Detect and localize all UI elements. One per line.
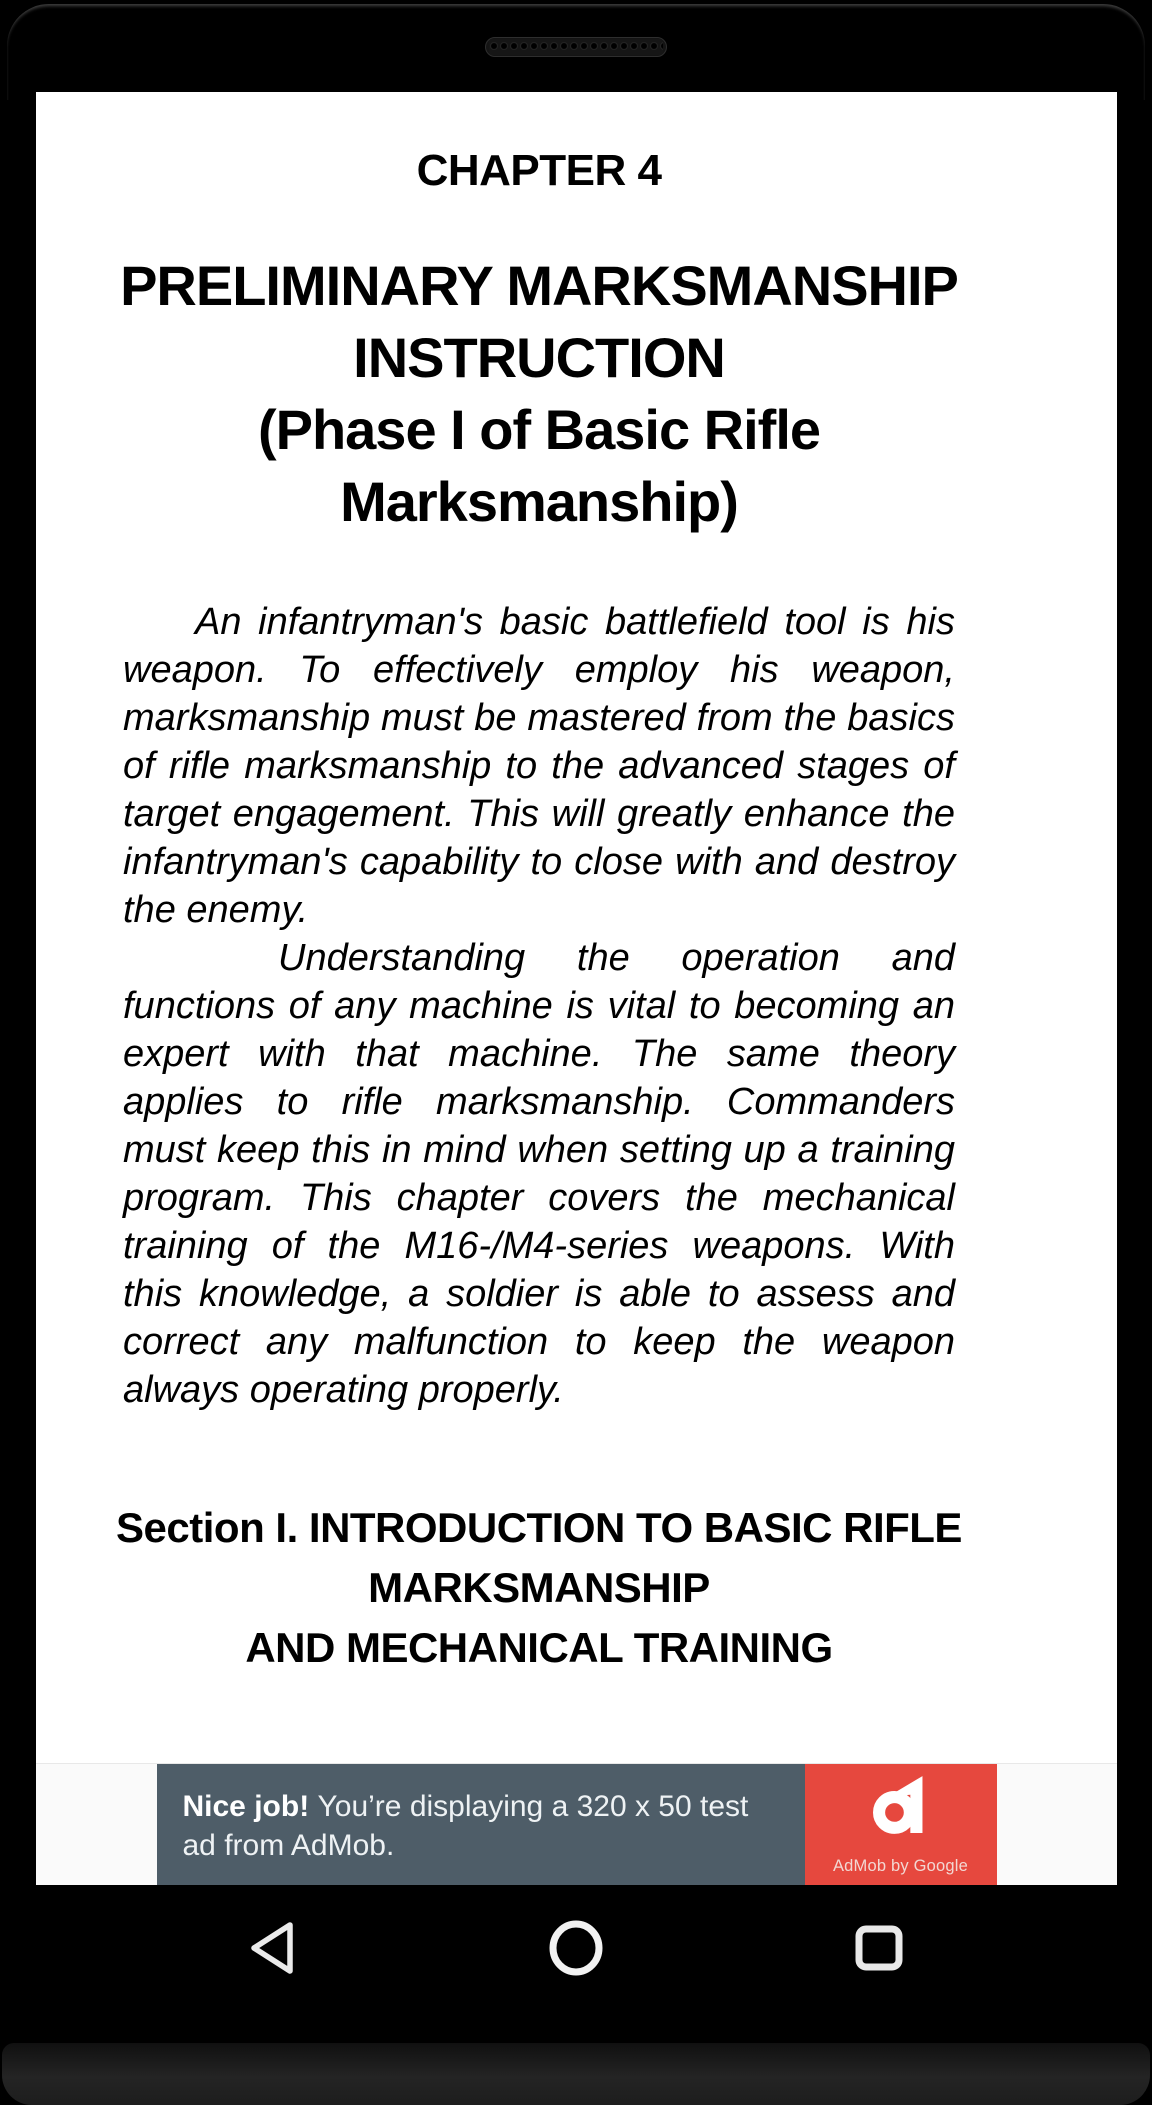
section-heading-line: Section I. INTRODUCTION TO BASIC RIFLE [116,1504,962,1551]
back-triangle-icon [248,1921,294,1975]
page-content [58,146,1020,1678]
admob-a-icon [873,1773,929,1837]
home-button[interactable] [541,1913,611,1983]
section-heading-line: MARKSMANSHIP [368,1564,710,1611]
recents-square-icon [854,1924,904,1972]
title-line: INSTRUCTION [353,326,725,389]
page-title [58,250,1020,538]
ad-container [36,1763,1117,1885]
title-line: (Phase I of Basic Rifle [257,398,821,461]
back-button[interactable] [236,1913,306,1983]
speaker-holes [489,39,663,55]
chapter-heading: CHAPTER 4 [416,146,662,195]
admob-caption: AdMob by Google [832,1857,969,1875]
section-heading-line: AND MECHANICAL TRAINING [245,1624,833,1671]
speaker-grille-icon [485,37,667,57]
admob-test-ad-banner[interactable] [157,1764,997,1885]
paragraph: An infantryman's basic battlefield tool is his weapon. To effectively employ his weapon, marksmanship must be mastered from the basics of rifle marksmanship to the advanced stages of target engagement. This will greatly enhance the infantryman's capability to close with and destroy the enemy. [123,601,955,931]
section-heading [58,1498,1020,1678]
ebook-page [36,92,1117,1885]
paragraph: Understanding the operation and functions of any machine is vital to becoming an expert with that machine. The same theory applies to rifle marksmanship. Commanders must keep this in mind when setting up a training program. This chapter covers the mechanical training of the M16-/M4-series weapons. With this knowledge, a soldier is able to assess and correct any malfunction to keep the weapon always operating properly. [123,937,955,1411]
admob-logo-panel [805,1764,997,1885]
title-line: PRELIMINARY MARKSMANSHIP [120,254,958,317]
ad-message-rest: You’re displaying a 320 x 50 test ad from AdMob. [182,1790,749,1862]
recents-button[interactable] [844,1913,914,1983]
bezel-bottom-edge [2,2043,1150,2105]
body-text [123,598,955,1414]
ad-message [157,1764,805,1885]
title-line: Marksmanship) [340,470,738,533]
ad-message-bold: Nice job! [182,1790,318,1823]
home-circle-icon [548,1920,604,1976]
